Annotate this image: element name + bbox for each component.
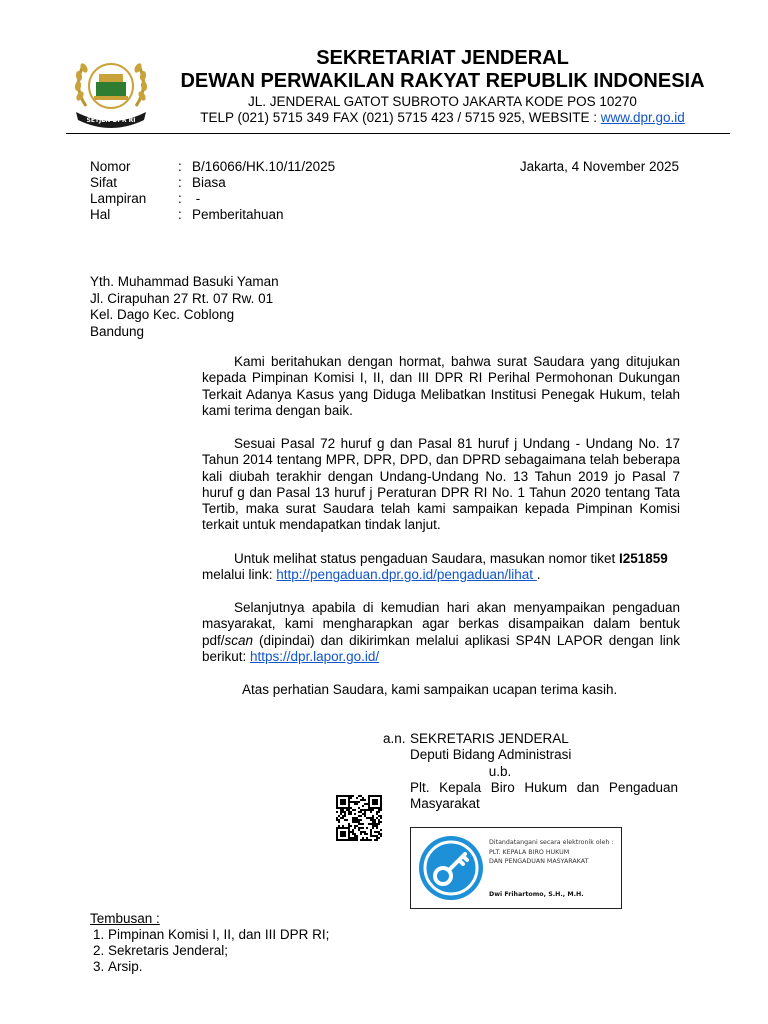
meta-sep: :: [178, 175, 182, 190]
meta-sep: :: [178, 191, 182, 206]
meta-value: -: [192, 191, 201, 206]
sig-title: SEKRETARIS JENDERAL: [410, 731, 569, 746]
stamp-line-1: Ditandatangani secara elektronik oleh :: [489, 839, 614, 846]
e-sign-key-icon: [417, 834, 485, 902]
body-paragraph-4: [202, 600, 680, 665]
tembusan-block: [90, 911, 329, 975]
recipient-street: Jl. Cirapuhan 27 Rt. 07 Rw. 01: [90, 290, 274, 306]
stamp-line-3: DAN PENGADUAN MASYARAKAT: [489, 858, 589, 865]
e-signature-stamp: [410, 827, 622, 909]
body-paragraph-5: Atas perhatian Saudara, kami sampaikan ucapan terima kasih.: [242, 682, 618, 697]
p4-text: Selanjutnya apabila di kemudian hari akan menyampaikan pengaduan masyarakat, kami mengharapkan agar berkas disampaikan dalam bentuk pdf/: [202, 600, 680, 648]
p3-text: Untuk melihat status pengaduan Saudara, masukan nomor tiket: [234, 551, 619, 566]
header-divider: [66, 133, 730, 134]
meta-sep: :: [178, 159, 182, 174]
body-paragraph-3: [202, 551, 680, 584]
sig-deputy: Deputi Bidang Administrasi: [410, 747, 572, 762]
meta-value: Pemberitahuan: [192, 207, 284, 222]
meta-row-nomor: [90, 159, 335, 175]
body-paragraph-2: Sesuai Pasal 72 huruf g dan Pasal 81 huruf j Undang - Undang No. 17 Tahun 2014 tentang MPR, DPR, DPD, dan DPRD sebagaimana telah beberapa kali diubah terakhir dengan Undang-Undang No. 13 Tahun 2019 jo Pasal 7 huruf g dan Pasal 13 huruf j Peraturan DPR RI No. 1 Tahun 2020 tentang Tata Tertib, maka surat Saudara telah kami sampaikan kepada Pimpinan Komisi terkait untuk mendapatkan tindak lanjut.: [202, 436, 680, 533]
meta-sep: :: [178, 207, 182, 222]
meta-key: Sifat: [90, 175, 118, 190]
p3-period: .: [536, 567, 541, 583]
tembusan-item: 1. Pimpinan Komisi I, II, dan III DPR RI;: [108, 927, 329, 943]
meta-row-sifat: [90, 175, 335, 191]
recipient-district: Kel. Dago Kec. Coblong: [90, 307, 235, 322]
letterhead-contact: [160, 110, 725, 126]
contact-text: TELP (021) 5715 349 FAX (021) 5715 423 / 5715 925, WEBSITE :: [200, 110, 601, 125]
meta-value: Biasa: [192, 175, 226, 190]
pengaduan-link[interactable]: http://pengaduan.dpr.go.id/pengaduan/lihat: [276, 567, 537, 583]
letterhead-title-1: SEKRETARIAT JENDERAL: [316, 47, 569, 69]
recipient-city: Bandung: [90, 323, 145, 339]
sig-ub: u.b.: [488, 764, 512, 779]
website-link[interactable]: www.dpr.go.id: [600, 110, 685, 125]
sig-an: a.n.: [383, 731, 406, 746]
p4-italic: scan: [224, 632, 254, 648]
recipient-block: [90, 274, 279, 340]
sig-plt: Plt. Kepala Biro Hukum dan Pengaduan Masyarakat: [410, 780, 678, 811]
body-paragraph-1: Kami beritahukan dengan hormat, bahwa surat Saudara yang ditujukan kepada Pimpinan Komisi I, II, dan III DPR RI Perihal Permohonan Dukungan Terkait Adanya Kasus yang Diduga Melibatkan Institusi Penegak Hukum, telah kami terima dengan baik.: [202, 354, 680, 418]
letterhead-title-2: DEWAN PERWAKILAN RAKYAT REPUBLIK INDONESIA: [180, 70, 705, 92]
stamp-line-2: PLT. KEPALA BIRO HUKUM: [489, 849, 570, 856]
recipient-name: Yth. Muhammad Basuki Yaman: [90, 274, 279, 289]
tembusan-title: Tembusan :: [90, 911, 160, 926]
lapor-link[interactable]: https://dpr.lapor.go.id/: [250, 648, 380, 664]
tembusan-item: 3. Arsip.: [108, 959, 329, 975]
letter-meta: [90, 159, 335, 223]
meta-key: Nomor: [90, 159, 131, 174]
dpr-logo: [66, 46, 156, 134]
tembusan-item: 2. Sekretaris Jenderal;: [108, 943, 329, 959]
qr-code: [336, 795, 382, 841]
meta-key: Lampiran: [90, 191, 147, 206]
ticket-number: I251859: [618, 551, 668, 566]
letter-date: Jakarta, 4 November 2025: [519, 159, 679, 174]
logo-ribbon-text: SETJEN DPR RI: [86, 117, 136, 124]
meta-row-lampiran: [90, 191, 335, 207]
meta-row-hal: [90, 207, 335, 223]
p3-text-2: melalui link:: [202, 567, 277, 583]
letterhead-address: JL. JENDERAL GATOT SUBROTO JAKARTA KODE POS 10270: [248, 94, 637, 109]
meta-key: Hal: [90, 207, 111, 222]
p4-text-2: (dipindai) dan dikirimkan melalui aplikasi SP4N LAPOR dengan link berikut:: [202, 632, 680, 664]
meta-value: B/16066/HK.10/11/2025: [192, 159, 336, 174]
stamp-signer-name: Dwi Frihartomo, S.H., M.H.: [489, 891, 584, 898]
